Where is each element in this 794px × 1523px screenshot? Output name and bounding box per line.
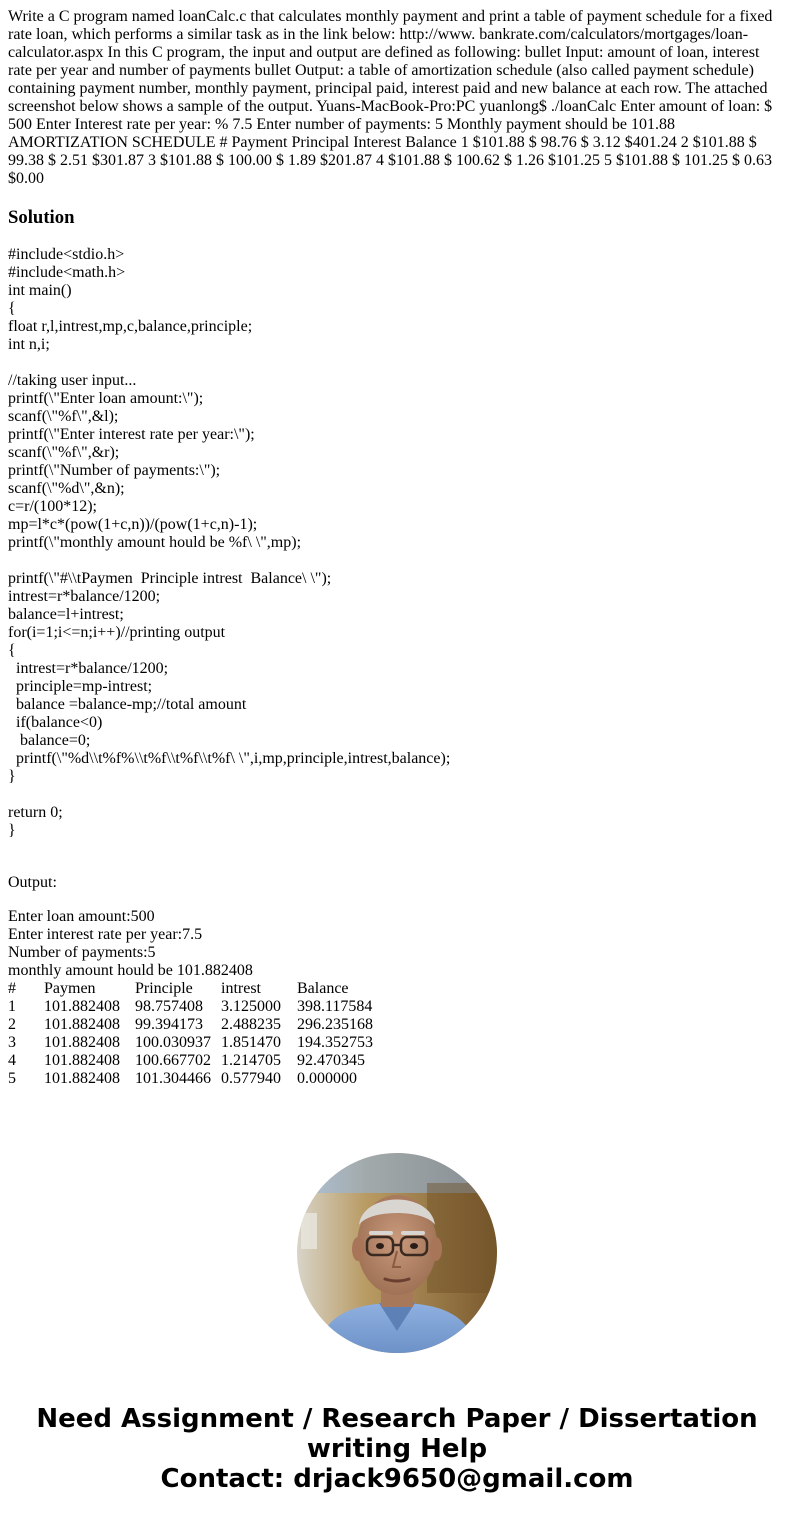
table-cell: 100.030937 bbox=[135, 1034, 211, 1051]
solution-heading: Solution bbox=[8, 207, 75, 228]
footer-contact-banner bbox=[0, 1404, 794, 1494]
table-cell: 99.394173 bbox=[135, 1016, 203, 1033]
table-cell: 101.304466 bbox=[135, 1070, 211, 1087]
output-label: Output: bbox=[8, 874, 57, 891]
table-cell: 296.235168 bbox=[297, 1016, 373, 1033]
table-cell: 3.125000 bbox=[221, 998, 281, 1015]
output-block bbox=[8, 908, 373, 1088]
table-cell: 100.667702 bbox=[135, 1052, 211, 1069]
table-cell: 101.882408 bbox=[44, 1070, 120, 1087]
output-table-row bbox=[8, 1016, 373, 1034]
author-avatar bbox=[297, 1153, 497, 1353]
table-cell: 5 bbox=[8, 1070, 16, 1087]
table-cell: 101.882408 bbox=[44, 1034, 120, 1051]
solution-code: #include<stdio.h> #include<math.h> int main() { float r,l,intrest,mp,c,balance,principle; int n,i; //taking user input... printf(\"Enter loan amount:\"); scanf(\"%f\",&l); printf(\"Enter interest rate per year:\"); scanf(\"%f\",&r); printf(\"Number of payments:\"); scanf(\"%d\",&n); c=r/(100*12); mp=l*c*(pow(1+c,n))/(pow(1+c,n)-1); printf(\"monthly amount hould be %f\ \",mp); printf(\"#\\tPaymen Principle intrest Balance\ \"); intrest=r*balance/1200; balance=l+intrest; for(i=1;i<=n;i++)//printing output { intrest=r*balance/1200; principle=mp-intrest; balance =balance-mp;//total amount if(balance<0) balance=0; printf(\"%d\\t%f%\\t%f\\t%f\\t%f\ \",i,mp,principle,intrest,balance); } return 0; } bbox=[8, 246, 451, 839]
table-cell: 101.882408 bbox=[44, 1016, 120, 1033]
author-portrait-image bbox=[297, 1153, 497, 1353]
table-cell: 4 bbox=[8, 1052, 16, 1069]
output-line: monthly amount hould be 101.882408 bbox=[8, 962, 253, 979]
table-cell: 0.000000 bbox=[297, 1070, 357, 1087]
table-cell: 101.882408 bbox=[44, 1052, 120, 1069]
table-cell: 92.470345 bbox=[297, 1052, 365, 1069]
output-table-row bbox=[8, 1052, 365, 1070]
header-cell: Paymen bbox=[44, 980, 96, 997]
output-table-row bbox=[8, 998, 373, 1016]
output-line: Enter interest rate per year:7.5 bbox=[8, 926, 203, 943]
table-cell: 98.757408 bbox=[135, 998, 203, 1015]
output-line: Enter loan amount:500 bbox=[8, 908, 155, 925]
output-line: Number of payments:5 bbox=[8, 944, 156, 961]
table-cell: 101.882408 bbox=[44, 998, 120, 1015]
table-cell: 1 bbox=[8, 998, 16, 1015]
header-cell: # bbox=[8, 980, 16, 997]
table-cell: 0.577940 bbox=[221, 1070, 281, 1087]
footer-line-1: Need Assignment / Research Paper / Dissertation bbox=[36, 1404, 758, 1434]
header-cell: Principle bbox=[135, 980, 193, 997]
output-table-header bbox=[8, 980, 349, 998]
header-cell: Balance bbox=[297, 980, 349, 997]
table-cell: 2.488235 bbox=[221, 1016, 281, 1033]
output-table-row bbox=[8, 1070, 357, 1088]
table-cell: 2 bbox=[8, 1016, 16, 1033]
footer-contact-email: Contact: drjack9650@gmail.com bbox=[160, 1464, 634, 1494]
table-cell: 398.117584 bbox=[297, 998, 373, 1015]
table-cell: 1.214705 bbox=[221, 1052, 281, 1069]
table-cell: 1.851470 bbox=[221, 1034, 281, 1051]
table-cell: 194.352753 bbox=[297, 1034, 373, 1051]
header-cell: intrest bbox=[221, 980, 261, 997]
output-table-row bbox=[8, 1034, 373, 1052]
footer-line-2: writing Help bbox=[306, 1434, 488, 1464]
table-cell: 3 bbox=[8, 1034, 16, 1051]
question-text: Write a C program named loanCalc.c that calculates monthly payment and print a table of payment schedule for a fixed rate loan, which performs a similar task as in the link below: http://www. bankrate.com/calculators/mortgages/loan-calculator.aspx In this C program, the input and output are defined as following: bullet Input: amount of loan, interest rate per year and number of payments bullet Output: a table of amortization schedule (also called payment schedule) containing payment number, monthly payment, principal paid, interest paid and new balance at each row. The attached screenshot below shows a sample of the output. Yuans-MacBook-Pro:PC yuanlong$ ./loanCalc Enter amount of loan: $ 500 Enter Interest rate per year: % 7.5 Enter number of payments: 5 Monthly payment should be 101.88 AMORTIZATION SCHEDULE # Payment Principal Interest Balance 1 $101.88 $ 98.76 $ 3.12 $401.24 2 $101.88 $ 99.38 $ 2.51 $301.87 3 $101.88 $ 100.00 $ 1.89 $201.87 4 $101.88 $ 100.62 $ 1.26 $101.25 5 $101.88 $ 101.25 $ 0.63 $0.00 bbox=[8, 8, 773, 187]
